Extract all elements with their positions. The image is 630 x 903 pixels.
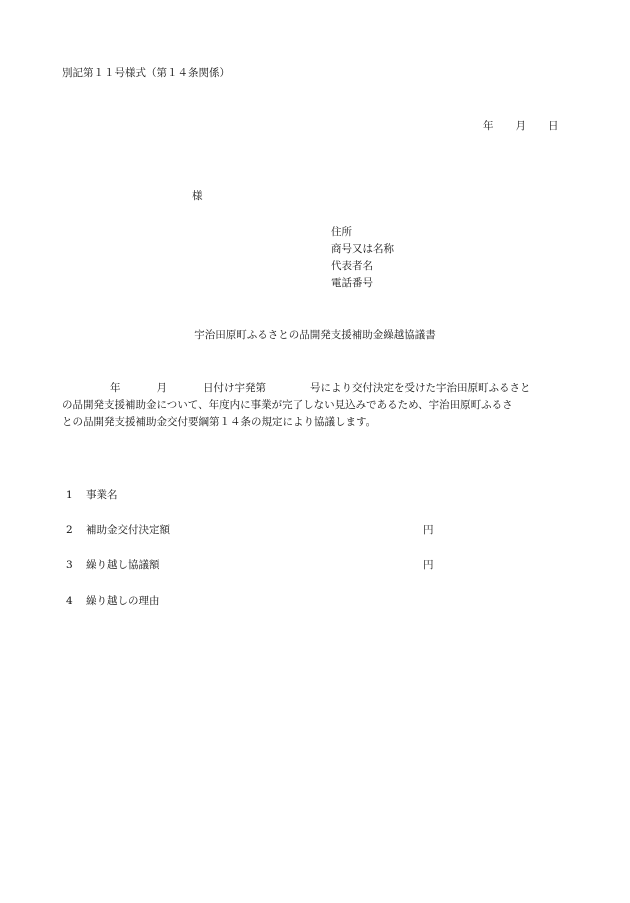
sender-address-label: 住所 [331, 226, 352, 238]
item-number: 1 [66, 489, 73, 501]
body-line-1 [62, 380, 572, 397]
item-label: 補助金交付決定額 [86, 524, 170, 536]
item-business-name [66, 488, 118, 502]
item-label: 繰り越しの理由 [86, 595, 160, 607]
item-label: 繰り越し協議額 [86, 559, 160, 571]
date-day: 日 [548, 120, 559, 132]
item-number: 2 [66, 524, 73, 536]
body-month: 月 [156, 382, 167, 394]
item-number: 3 [66, 559, 73, 571]
date-month: 月 [515, 120, 526, 132]
body-line1-rest: 号により交付決定を受けた宇治田原町ふるさと [310, 382, 531, 394]
item-number: 4 [66, 595, 73, 607]
item-carryover-amount-unit: 円 [423, 559, 434, 571]
body-year: 年 [110, 382, 121, 394]
sender-phone-label: 電話番号 [331, 277, 373, 289]
body-line-2: の品開発支援補助金について、年度内に事業が完了しない見込みであるため、宇治田原町ふるさ [62, 399, 513, 411]
body-paragraph [62, 380, 572, 431]
body-line-3: との品開発支援補助金交付要綱第１４条の規定により協議します。 [62, 416, 377, 428]
item-grant-amount [66, 523, 170, 537]
date-year: 年 [483, 120, 494, 132]
date-line [483, 119, 559, 133]
item-label: 事業名 [86, 489, 118, 501]
sender-representative-label: 代表者名 [331, 260, 373, 272]
item-grant-amount-unit: 円 [423, 524, 434, 536]
form-number: 別記第１１号様式（第１４条関係） [62, 67, 230, 79]
item-carryover-reason [66, 594, 160, 608]
document-title: 宇治田原町ふるさとの品開発支援補助金繰越協議書 [194, 329, 436, 341]
item-carryover-amount [66, 558, 160, 572]
body-dated: 日付け宇発第 [203, 382, 266, 394]
sender-company-label: 商号又は名称 [331, 243, 394, 255]
addressee-suffix: 様 [192, 190, 203, 202]
